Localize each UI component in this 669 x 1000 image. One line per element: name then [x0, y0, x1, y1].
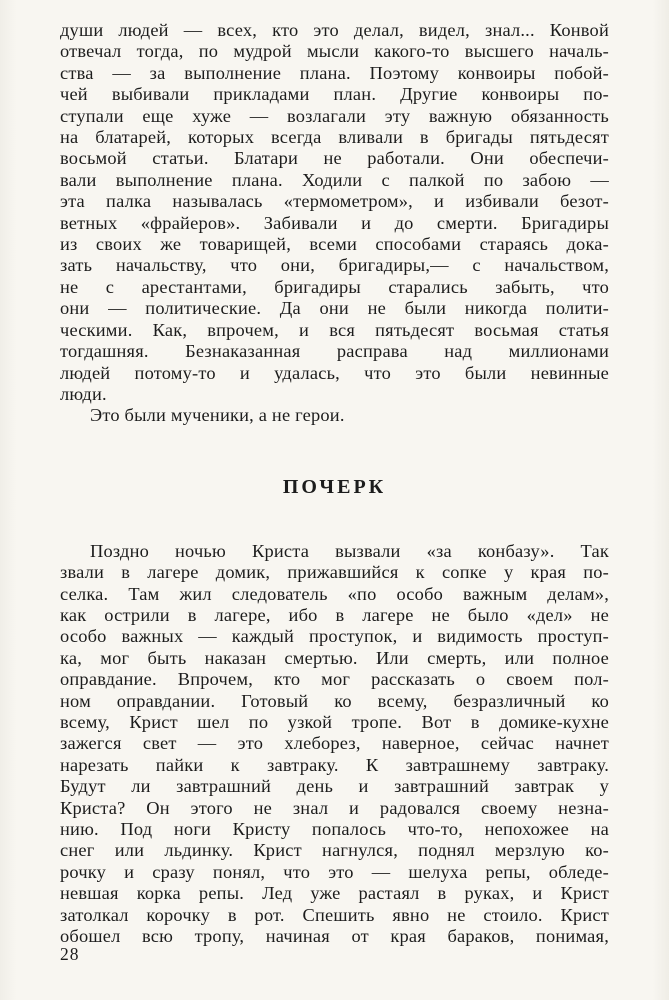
text-line: Будут ли завтрашний день и завтрашний завтрак у — [60, 776, 609, 797]
text-line: затолкал корочку в рот. Спешить явно не стоило. Крист — [60, 904, 609, 925]
text-line: зать начальству, что они, бригадиры,— с начальством, — [60, 255, 609, 276]
text-column — [60, 20, 609, 947]
text-line: из своих же товарищей, всеми способами стараясь дока- — [60, 234, 609, 255]
text-line: ветных «фрайеров». Забивали и до смерти. Бригадиры — [60, 212, 609, 233]
text-line: вали выполнение плана. Ходили с палкой по забою — — [60, 169, 609, 190]
text-line: ства — за выполнение плана. Поэтому конвоиры побой- — [60, 62, 609, 83]
text-line: на блатарей, которых всегда вливали в бригады пятьдесят — [60, 127, 609, 148]
text-line: ном оправдании. Готовый ко всему, безразличный ко — [60, 690, 609, 711]
paragraph — [60, 405, 609, 426]
text-line: всему, Крист шел по узкой тропе. Вот в домике-кухне — [60, 711, 609, 732]
text-line: тогдашняя. Безнаказанная расправа над миллионами — [60, 341, 609, 362]
page-number: 28 — [60, 944, 80, 964]
text-line: ка, мог быть наказан смертью. Или смерть, или полное — [60, 647, 609, 668]
text-line: они — политические. Да они не были никогда полити- — [60, 298, 609, 319]
text-line: невшая корка репы. Лед уже растаял в руках, и Крист — [60, 883, 609, 904]
paragraph — [60, 541, 609, 948]
text-line: отвечал тогда, по мудрой мысли какого-то высшего началь- — [60, 41, 609, 62]
text-line: не с арестантами, бригадиры старались забыть, что — [60, 276, 609, 297]
text-line: восьмой статьи. Блатари не работали. Они обеспечи- — [60, 148, 609, 169]
text-line: Криста? Он этого не знал и радовался своему незна- — [60, 797, 609, 818]
text-line: обошел всю тропу, начиная от края бараков, понимая, — [60, 926, 609, 947]
text-line: селка. Там жил следователь «по особо важным делам», — [60, 583, 609, 604]
text-line: звали в лагере домик, прижавшийся к сопке у края по- — [60, 562, 609, 583]
text-line: люди. — [60, 383, 107, 404]
text-line: души людей — всех, кто это делал, видел, знал... Конвой — [60, 20, 609, 40]
text-line: зажегся свет — это хлеборез, наверное, сейчас начнет — [60, 733, 609, 754]
text-line: особо важных — каждый проступок, и видимость проступ- — [60, 626, 609, 647]
text-line: нарезать пайки к завтраку. К завтрашнему завтраку. — [60, 754, 609, 775]
text-line: оправдание. Впрочем, кто мог рассказать о своем пол- — [60, 669, 609, 690]
text-line: как острили в лагере, ибо в лагере не было «дел» не — [60, 604, 609, 625]
text-line: нию. Под ноги Кристу попалось что-то, непохожее на — [60, 819, 609, 839]
text-line: рочку и сразу понял, что это — шелуха репы, обледе- — [60, 861, 609, 882]
text-line: людей потому-то и удалась, что это были невинные — [60, 362, 609, 383]
text-line: Это были мученики, а не герои. — [90, 405, 345, 426]
text-line: ступали еще хуже — возлагали эту важную обязанность — [60, 105, 609, 126]
text-line: снег или льдинку. Крист нагнулся, поднял мерзлую ко- — [60, 840, 609, 861]
paragraph — [60, 20, 609, 405]
chapter-heading: ПОЧЕРК — [282, 475, 387, 498]
text-line: эта палка называлась «термометром», и избивали безот- — [60, 191, 609, 212]
text-line: Поздно ночью Криста вызвали «за конбазу». Так — [90, 540, 609, 561]
text-line: чей выбивали прикладами план. Другие конвоиры по- — [60, 84, 609, 105]
text-line: ческими. Как, впрочем, и вся пятьдесят восьмая статья — [60, 319, 609, 340]
